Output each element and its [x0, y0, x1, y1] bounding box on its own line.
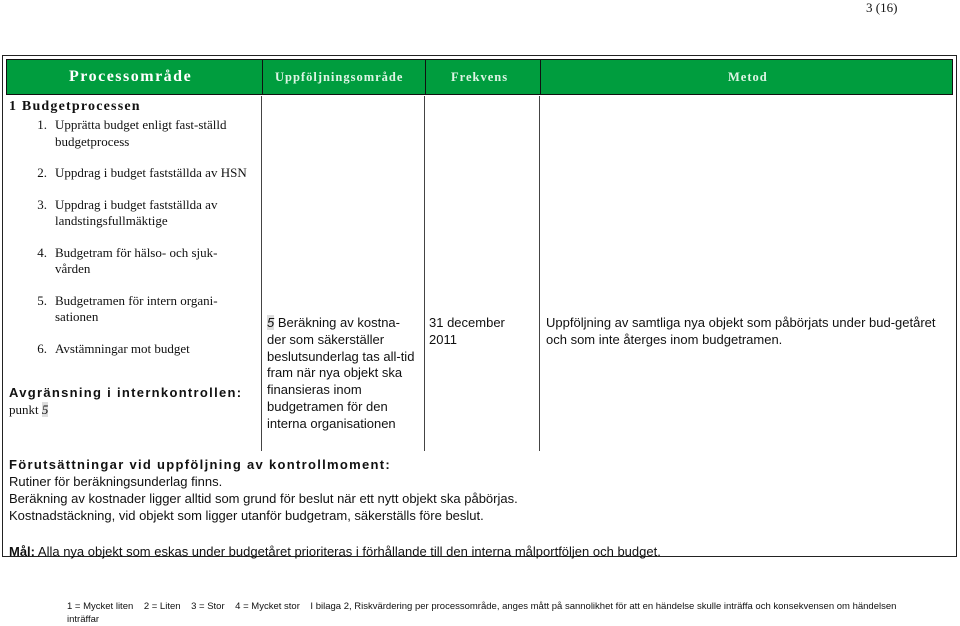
process-step: 4. Budgetram för hälso- och sjuk-vården [37, 244, 218, 276]
follow-up-marker: 5 [267, 315, 275, 330]
follow-up-area-cell [267, 315, 415, 433]
header-metod: Metod [728, 70, 768, 84]
table-body [3, 96, 956, 559]
column-divider [261, 96, 262, 451]
header-divider [262, 60, 263, 94]
header-divider [540, 60, 541, 94]
method-cell: Uppföljning av samtliga nya objekt som påbörjats under bud-getåret och som inte återges inom budgetramen. [546, 315, 936, 347]
page-number: 3 (16) [866, 0, 898, 15]
prerequisite-line: Rutiner för beräkningsunderlag finns. [9, 474, 223, 489]
control-table [2, 55, 957, 557]
header-frekvens: Frekvens [451, 70, 509, 84]
follow-up-text: Beräkning av kostna-der som säkerställer beslutsunderlag tas all-tid fram när nya objekt ska finansieras inom budgetramen för den interna organisationen [267, 315, 415, 431]
limitation-title: Avgränsning i internkontrollen: [9, 385, 243, 400]
process-step: 6. Avstämningar mot budget [37, 340, 190, 356]
process-steps [9, 117, 259, 357]
footnote-text: I bilaga 2, Riskvärdering per processområde, anges mått på sannolikhet för att en händelse skulle inträffa och konsekvensen om händelsen inträffar [67, 601, 897, 625]
goal-line [9, 543, 949, 560]
prerequisites-section [9, 456, 949, 560]
process-area-cell [9, 99, 259, 418]
header-processomrade: Processområde [69, 68, 193, 85]
prerequisite-line: Beräkning av kostnader ligger alltid som grund för beslut när ett nytt objekt ska påbörjas. [9, 491, 518, 506]
header-uppfoljningsomrade: Uppföljningsområde [275, 70, 404, 84]
process-step: 1. Upprätta budget enligt fast-ställd budgetprocess [37, 117, 227, 149]
frequency-cell: 31 december 2011 [429, 315, 505, 347]
column-divider [424, 96, 425, 451]
process-step: 5. Budgetramen för intern organi-sationen [37, 292, 218, 324]
footnote [67, 600, 897, 626]
limitation-point: punkt 5 [9, 402, 49, 417]
process-title: 1 Budgetprocessen [9, 99, 141, 114]
header-divider [425, 60, 426, 94]
column-divider [539, 96, 540, 451]
process-step: 3. Uppdrag i budget fastställda av landstingsfullmäktige [37, 196, 218, 228]
goal-label: Mål: [9, 544, 35, 559]
process-step: 2. Uppdrag i budget fastställda av HSN [37, 165, 247, 180]
prerequisites-title: Förutsättningar vid uppföljning av kontrollmoment: [9, 457, 392, 472]
risk-scale-legend: 1 = Mycket liten 2 = Liten 3 = Stor 4 = Mycket stor [67, 601, 300, 612]
goal-text: Alla nya objekt som eskas under budgetåret prioriteras i förhållande till den interna målportföljen och budget. [37, 544, 661, 559]
prerequisite-line: Kostnadstäckning, vid objekt som ligger utanför budgetram, säkerställs före beslut. [9, 508, 484, 523]
table-header [6, 59, 953, 95]
